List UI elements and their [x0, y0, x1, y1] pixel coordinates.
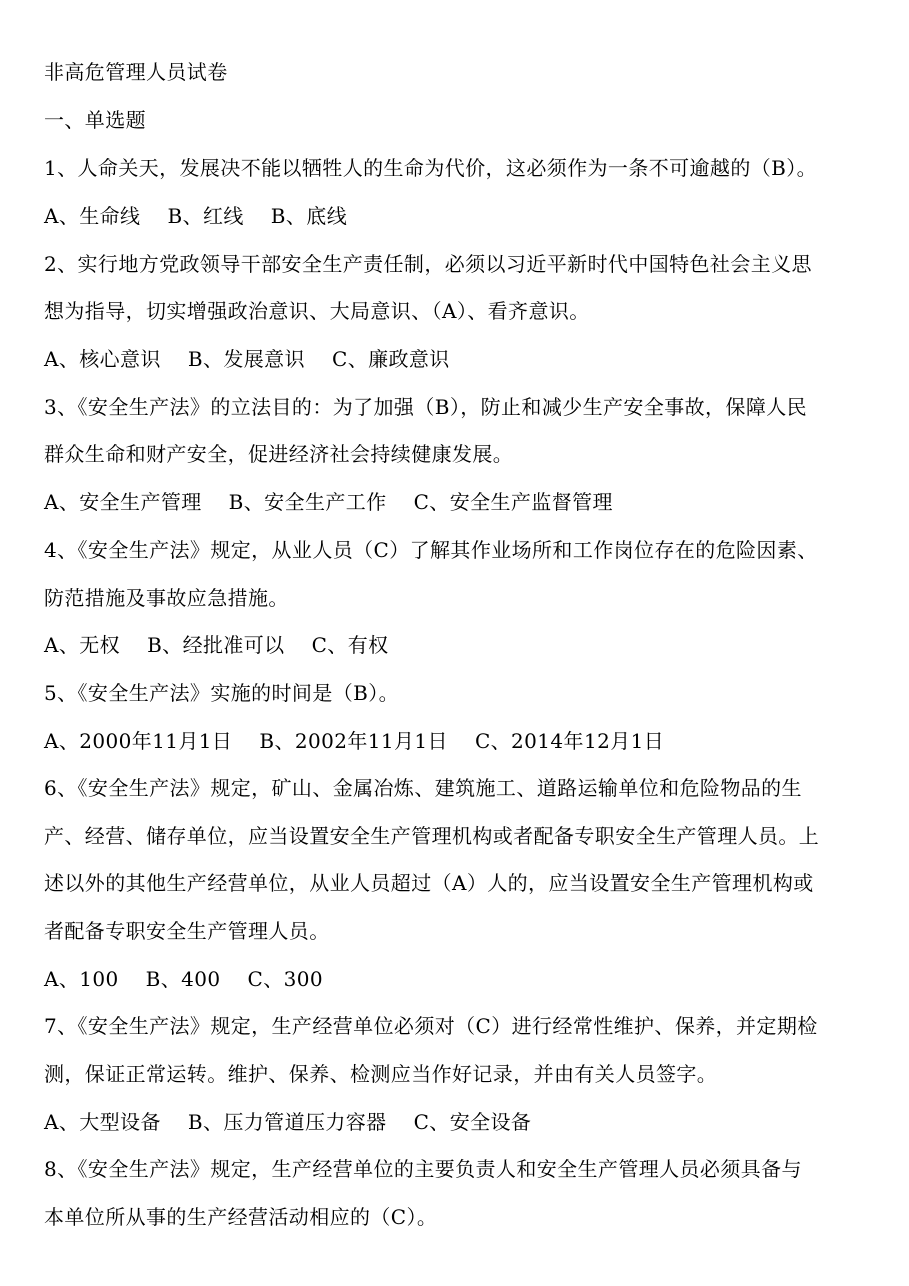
question-3-text: 3、《安全生产法》的立法目的：为了加强（B），防止和减少生产安全事故，保障人民 [44, 395, 808, 419]
question-2-text-cont: 想为指导，切实增强政治意识、大局意识、（A）、看齐意识。 [44, 299, 590, 323]
question-1-options: A、生命线 B、红线 B、底线 [44, 204, 348, 228]
question-6-text-cont: 者配备专职安全生产管理人员。 [44, 919, 330, 943]
section-heading: 一、单选题 [44, 108, 146, 132]
question-2-options: A、核心意识 B、发展意识 C、廉政意识 [44, 347, 450, 371]
question-6-text: 6、《安全生产法》规定，矿山、金属冶炼、建筑施工、道路运输单位和危险物品的生 [44, 776, 802, 800]
question-3-text-cont: 群众生命和财产安全，促进经济社会持续健康发展。 [44, 442, 514, 466]
question-6-text-cont: 述以外的其他生产经营单位，从业人员超过（A）人的，应当设置安全生产管理机构或 [44, 871, 814, 895]
question-5-options: A、2000年11月1日 B、2002年11月1日 C、2014年12月1日 [44, 729, 665, 753]
question-8-text: 8、《安全生产法》规定，生产经营单位的主要负责人和安全生产管理人员必须具备与 [44, 1157, 802, 1181]
question-5-text: 5、《安全生产法》实施的时间是（B）。 [44, 681, 400, 705]
question-3-options: A、安全生产管理 B、安全生产工作 C、安全生产监督管理 [44, 490, 613, 514]
question-7-text-cont: 测，保证正常运转。维护、保养、检测应当作好记录，并由有关人员签字。 [44, 1062, 718, 1086]
question-4-text-cont: 防范措施及事故应急措施。 [44, 586, 289, 610]
question-7-options: A、大型设备 B、压力管道压力容器 C、安全设备 [44, 1110, 532, 1134]
question-4-text: 4、《安全生产法》规定，从业人员（C）了解其作业场所和工作岗位存在的危险因素、 [44, 538, 818, 562]
question-4-options: A、无权 B、经批准可以 C、有权 [44, 633, 389, 657]
question-6-text-cont: 产、经营、储存单位，应当设置安全生产管理机构或者配备专职安全生产管理人员。上 [44, 824, 820, 848]
document-title: 非高危管理人员试卷 [44, 60, 228, 84]
question-1-text: 1、人命关天，发展决不能以牺牲人的生命为代价，这必须作为一条不可逾越的（B）。 [44, 156, 818, 180]
question-2-text: 2、实行地方党政领导干部安全生产责任制，必须以习近平新时代中国特色社会主义思 [44, 252, 812, 276]
question-6-options: A、100 B、400 C、300 [44, 967, 324, 991]
question-8-text-cont: 本单位所从事的生产经营活动相应的（C）。 [44, 1205, 438, 1229]
question-7-text: 7、《安全生产法》规定，生产经营单位必须对（C）进行经常性维护、保养，并定期检 [44, 1014, 818, 1038]
